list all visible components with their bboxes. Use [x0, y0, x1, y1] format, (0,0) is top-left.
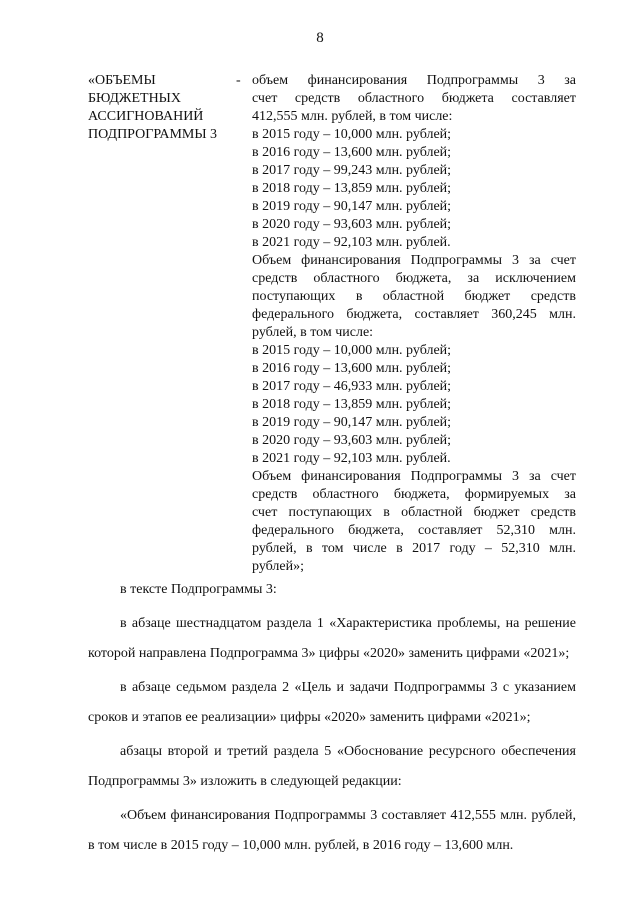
body-paragraph: в абзаце шестнадцатом раздела 1 «Характеристика проблемы, на решение которой направлена Подпрограмма 3» цифры «2020» заменить цифрами «2021»; [88, 616, 576, 661]
block3-intro-last: рублей»; [252, 559, 304, 574]
table-dash: - [236, 73, 241, 88]
block3-intro-line: федерального бюджета, составляет 52,310 млн. [252, 523, 576, 538]
table-right-content [252, 72, 576, 576]
block1-intro-line: объем финансирования Подпрограммы 3 за [252, 73, 576, 88]
block2-year-line: в 2020 году – 93,603 млн. рублей; [252, 433, 452, 448]
body-paragraph: «Объем финансирования Подпрограммы 3 составляет 412,555 млн. рублей, в том числе в 2015 году – 10,000 млн. рублей, в 2016 году – 13,600 млн. [88, 808, 576, 853]
block2-year-line: в 2016 году – 13,600 млн. рублей; [252, 361, 452, 376]
left-header-line: БЮДЖЕТНЫХ [88, 91, 182, 106]
block1-year-line: в 2021 году – 92,103 млн. рублей. [252, 235, 451, 250]
left-header-line: АССИГНОВАНИЙ [88, 109, 204, 124]
block1-year-line: в 2016 году – 13,600 млн. рублей; [252, 145, 452, 160]
block1-intro-line: счет средств областного бюджета составляет [252, 91, 576, 106]
block2-year-line: в 2015 году – 10,000 млн. рублей; [252, 343, 452, 358]
block3-intro-line: счет поступающих в областной бюджет средств [252, 505, 576, 520]
body-paragraph: в абзаце седьмом раздела 2 «Цель и задачи Подпрограммы 3 с указанием сроков и этапов ее реализации» цифры «2020» заменить цифрами «2021»; [88, 680, 576, 725]
block1-year-line: в 2015 году – 10,000 млн. рублей; [252, 127, 452, 142]
block2-year-line: в 2019 году – 90,147 млн. рублей; [252, 415, 452, 430]
left-header-line: «ОБЪЕМЫ [88, 73, 156, 88]
block1-year-line: в 2017 году – 99,243 млн. рублей; [252, 163, 452, 178]
block2-intro-last: рублей, в том числе: [252, 325, 374, 340]
block3-intro-line: средств областного бюджета, формируемых за [252, 487, 576, 502]
block2-year-line: в 2017 году – 46,933 млн. рублей; [252, 379, 452, 394]
subprogram-budget-table [88, 72, 576, 576]
page-number: 8 [316, 30, 324, 46]
left-header-line: ПОДПРОГРАММЫ 3 [88, 127, 218, 142]
block1-year-line: в 2018 году – 13,859 млн. рублей; [252, 181, 452, 196]
block2-year-line: в 2018 году – 13,859 млн. рублей; [252, 397, 452, 412]
block2-intro-line: поступающих в областной бюджет средств [252, 289, 576, 304]
block2-intro-line: Объем финансирования Подпрограммы 3 за счет [252, 253, 576, 268]
block1-intro-last: 412,555 млн. рублей, в том числе: [252, 109, 453, 124]
block1-year-line: в 2020 году – 93,603 млн. рублей; [252, 217, 452, 232]
block1-year-line: в 2019 году – 90,147 млн. рублей; [252, 199, 452, 214]
table-left-header [88, 72, 236, 576]
block2-year-line: в 2021 году – 92,103 млн. рублей. [252, 451, 451, 466]
body-paragraph: абзацы второй и третий раздела 5 «Обоснование ресурсного обеспечения Подпрограммы 3» изложить в следующей редакции: [88, 744, 576, 789]
block3-intro-line: Объем финансирования Подпрограммы 3 за счет [252, 469, 576, 484]
document-body [88, 575, 576, 865]
block2-intro-line: федерального бюджета, составляет 360,245 млн. [252, 307, 576, 322]
body-paragraph: в тексте Подпрограммы 3: [120, 582, 277, 597]
block2-intro-line: средств областного бюджета, за исключением [252, 271, 576, 286]
block3-intro-line: рублей, в том числе в 2017 году – 52,310 млн. [252, 541, 576, 556]
